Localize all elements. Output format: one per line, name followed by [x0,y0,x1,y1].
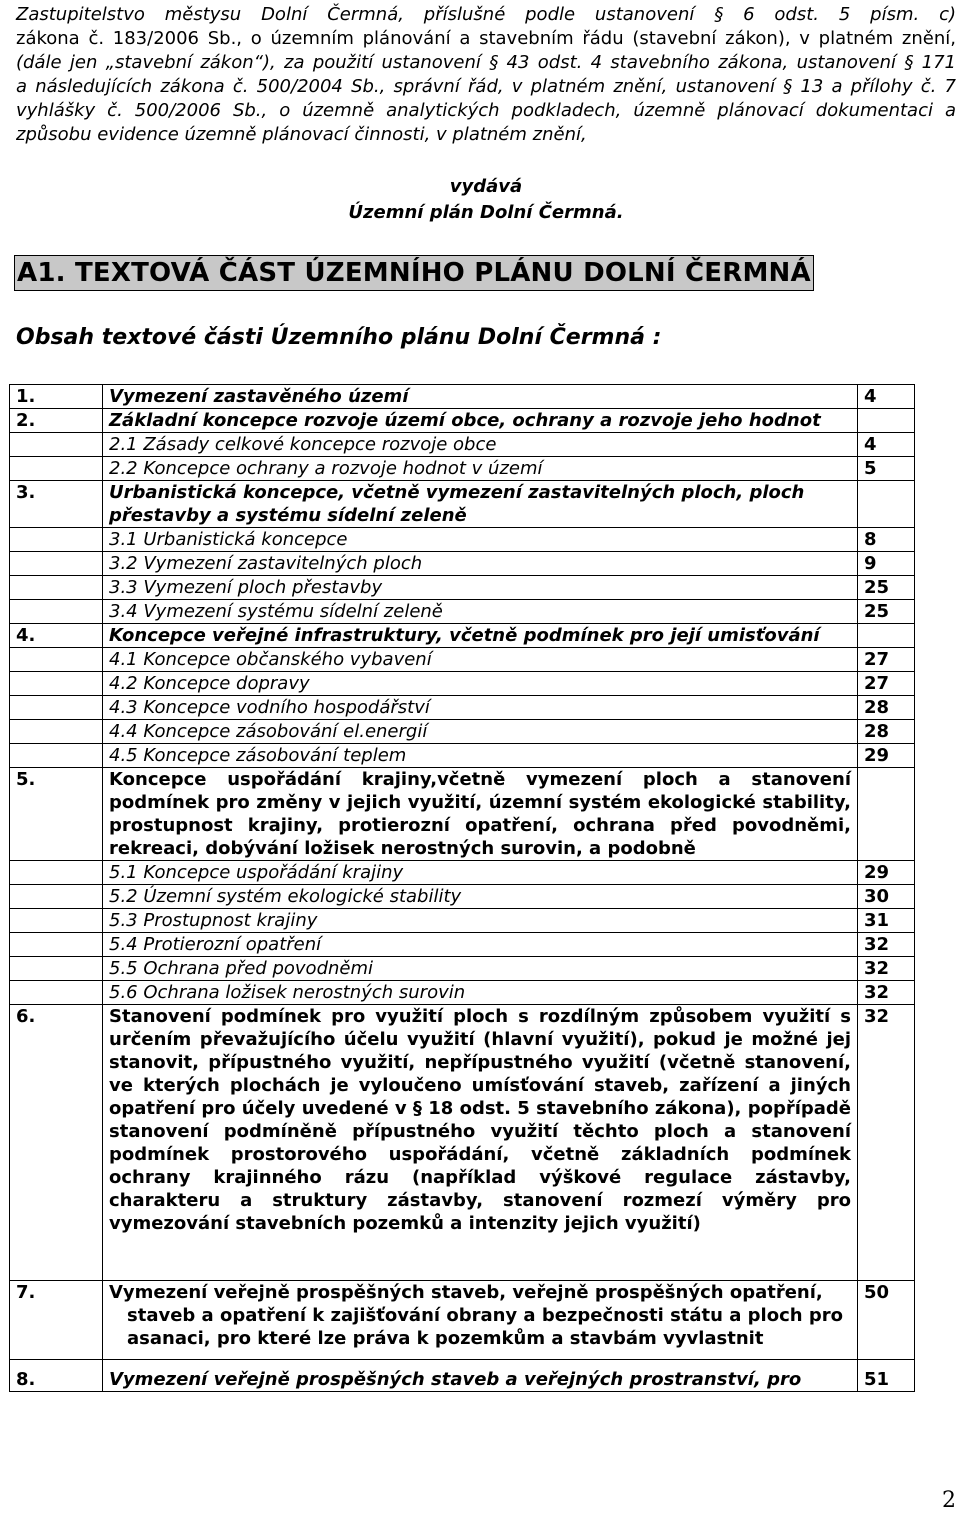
toc-page [858,768,915,861]
toc-page: 30 [858,885,915,909]
toc-number: 3. [10,481,103,528]
toc-row [10,409,915,433]
toc-subsection-title[interactable]: 5.2 Územní systém ekologické stability [103,885,858,909]
toc-page: 32 [858,981,915,1005]
toc-subsection-title[interactable]: 3.4 Vymezení systému sídelní zeleně [103,600,858,624]
toc-row [10,744,915,768]
toc-row [10,1360,915,1392]
table-of-contents [9,384,915,1392]
plan-name: Územní plán Dolní Čermná. [348,202,624,223]
toc-page [858,409,915,433]
toc-page: 32 [858,933,915,957]
toc-subsection-title[interactable]: 5.3 Prostupnost krajiny [103,909,858,933]
toc-section-title-rest: staveb a opatření k zajišťování obrany a bezpečnosti státu a ploch pro asanaci, pro které lze práva k pozemkům a stavbám vyvlastnit [127,1305,843,1349]
toc-subsection-title[interactable]: 4.2 Koncepce dopravy [103,672,858,696]
intro-line: zákona č. 183/2006 Sb., o územním plánování a stavebním řádu (stavební zákon), v platném znění, [16,28,956,49]
toc-page: 51 [858,1360,915,1392]
toc-row [10,933,915,957]
toc-section-title[interactable]: Koncepce veřejné infrastruktury, včetně podmínek pro její umisťování [103,624,858,648]
toc-section-title[interactable]: Urbanistická koncepce, včetně vymezení zastavitelných ploch, ploch přestavby a systému sídelní zeleně [103,481,858,528]
toc-row [10,909,915,933]
issue-statement [0,174,960,226]
toc-row [10,957,915,981]
intro-line: způsobu evidence územně plánovací činnosti, v platném znění, [16,124,587,145]
toc-section-title[interactable]: Stanovení podmínek pro využití ploch s rozdílným způsobem využití s určením převažujícího účelu využití (hlavní využití), pokud je možné jej stanovit, přípustného využití, nepřípustného využití (včetně stanovení, ve kterých plochách je vyloučeno umísťování staveb, zařízení a jiných opatření pro účely uvedené v § 18 odst. 5 stavebního zákona), popřípadě stanovení podmíněně přípustného využití těchto ploch a stanovení podmínek prostorového uspořádání, včetně základních podmínek ochrany krajinného rázu (například výškové regulace zástavby, charakteru a struktury zástavby, stanovení rozmezí výměry pro vymezování stavebních pozemků a intenzity jejich využití) [103,1005,858,1281]
toc-row [10,528,915,552]
toc-row [10,481,915,528]
toc-section-title[interactable]: Koncepce uspořádání krajiny,včetně vymezení ploch a stanovení podmínek pro změny v jejich využití, územní systém ekologické stability, prostupnost krajiny, protierozní opatření, ochrana před povodněmi, rekreaci, dobývání ložisek nerostných surovin, a podobně [103,768,858,861]
page-number: 2 [942,1488,956,1513]
toc-page [858,624,915,648]
toc-page: 27 [858,672,915,696]
toc-row [10,696,915,720]
toc-row [10,624,915,648]
toc-page: 28 [858,720,915,744]
toc-row [10,385,915,409]
toc-page: 4 [858,385,915,409]
toc-page: 27 [858,648,915,672]
toc-section-title[interactable]: Vymezení zastavěného území [103,385,858,409]
toc-page: 50 [858,1281,915,1360]
toc-page: 25 [858,576,915,600]
intro-line: a následujících zákona č. 500/2004 Sb., správní řád, v platném znění, ustanovení § 13 a přílohy č. 7 [16,76,956,97]
toc-subsection-title[interactable]: 4.3 Koncepce vodního hospodářství [103,696,858,720]
toc-row [10,981,915,1005]
toc-row [10,1281,915,1360]
toc-page: 29 [858,744,915,768]
toc-row [10,457,915,481]
toc-subsection-title[interactable]: 4.5 Koncepce zásobování teplem [103,744,858,768]
toc-subsection-title[interactable]: 2.2 Koncepce ochrany a rozvoje hodnot v území [103,457,858,481]
toc-row [10,576,915,600]
toc-page: 28 [858,696,915,720]
toc-row [10,600,915,624]
toc-number: 2. [10,409,103,433]
toc-section-title-line1: Vymezení veřejně prospěšných staveb, veřejně prospěšných opatření, [109,1282,823,1303]
toc-title: Obsah textové části Územního plánu Dolní Čermná : [16,325,662,350]
toc-row [10,672,915,696]
intro-paragraph [16,3,956,147]
toc-subsection-title[interactable]: 5.1 Koncepce uspořádání krajiny [103,861,858,885]
toc-page: 9 [858,552,915,576]
toc-number: 8. [10,1360,103,1392]
toc-page: 32 [858,1005,915,1281]
toc-page: 25 [858,600,915,624]
toc-page: 29 [858,861,915,885]
toc-subsection-title[interactable]: 3.1 Urbanistická koncepce [103,528,858,552]
intro-line: (dále jen „stavební zákon“), za použití ustanovení § 43 odst. 4 stavebního zákona, ustanovení § 171 [16,52,956,73]
intro-line: vyhlášky č. 500/2006 Sb., o územně analytických podkladech, územně plánovací dokumentaci a [16,100,956,121]
toc-row [10,1005,915,1281]
toc-subsection-title[interactable]: 4.4 Koncepce zásobování el.energií [103,720,858,744]
toc-number: 4. [10,624,103,648]
toc-page [858,481,915,528]
toc-page: 8 [858,528,915,552]
toc-row [10,433,915,457]
issues-verb: vydává [449,176,523,197]
toc-page: 5 [858,457,915,481]
toc-subsection-title[interactable]: 3.3 Vymezení ploch přestavby [103,576,858,600]
toc-row [10,768,915,861]
toc-number: 1. [10,385,103,409]
toc-subsection-title[interactable]: 5.4 Protierozní opatření [103,933,858,957]
toc-number: 6. [10,1005,103,1281]
toc-subsection-title[interactable]: 3.2 Vymezení zastavitelných ploch [103,552,858,576]
toc-subsection-title[interactable]: 5.5 Ochrana před povodněmi [103,957,858,981]
toc-row [10,885,915,909]
toc-page: 31 [858,909,915,933]
toc-page: 4 [858,433,915,457]
section-heading: A1. TEXTOVÁ ČÁST ÚZEMNÍHO PLÁNU DOLNÍ ČERMNÁ [14,255,814,291]
toc-subsection-title[interactable]: 2.1 Zásady celkové koncepce rozvoje obce [103,433,858,457]
toc-row [10,861,915,885]
toc-subsection-title[interactable]: 5.6 Ochrana ložisek nerostných surovin [103,981,858,1005]
toc-number: 5. [10,768,103,861]
toc-section-title[interactable]: Vymezení veřejně prospěšných staveb a veřejných prostranství, pro [103,1360,858,1392]
toc-number: 7. [10,1281,103,1360]
toc-row [10,720,915,744]
toc-row [10,648,915,672]
toc-section-title[interactable]: Základní koncepce rozvoje území obce, ochrany a rozvoje jeho hodnot [103,409,858,433]
toc-subsection-title[interactable]: 4.1 Koncepce občanského vybavení [103,648,858,672]
intro-line: Zastupitelstvo městysu Dolní Čermná, příslušné podle ustanovení § 6 odst. 5 písm. c) [16,4,956,25]
toc-page: 32 [858,957,915,981]
toc-section-title[interactable] [103,1281,858,1360]
toc-row [10,552,915,576]
